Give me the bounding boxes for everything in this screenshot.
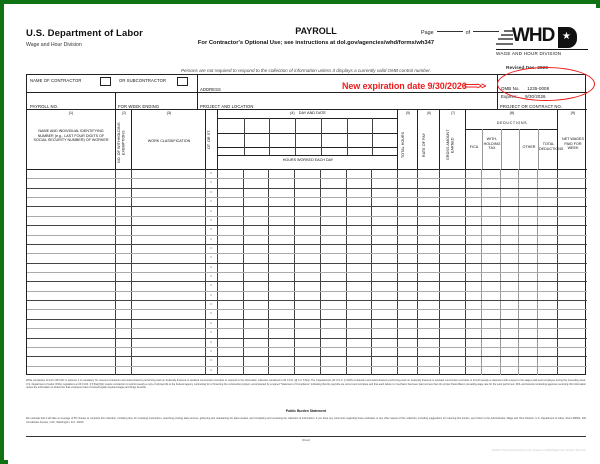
grid-rowline	[27, 253, 587, 254]
label-payroll-no: PAYROLL NO.	[30, 104, 59, 109]
footer-paragraph: While completion of Form WH-347 is optional, it is mandatory for covered contractors and subcontractors performing work on Federally financed or assisted construction contracts to respond to the information collection contained in 29 C.F.R. §§ 3.3, 5.5(a). The Copeland Act (40 U.S.C. § 3145) contractors and subcontractors performing work on Federally financed or assisted construction contracts to furnish weekly a statement with respect to the wages paid each employee during the preceding week. U.S. Department of Labor (DOL) regulations at 29 C.F.R. § 5.5(a)(3)(ii) require contractors to submit weekly a copy of all payrolls to the Federal agency contracting for or financing the construction project, accompanied by a signed "Statement of Compliance" indicating that the payrolls are correct and complete and that each laborer or mechanic has been paid not less than the proper Davis-Bacon prevailing wage rate for the work performed. DOL and federal contracting agencies receiving this information review the information to determine that employees have received legally required wages and fringe benefits.	[26, 379, 586, 390]
row-marker-ot: O	[209, 246, 213, 250]
omb-expires: Expires: 9/30/2026	[501, 94, 546, 99]
row-marker-ot: O	[209, 284, 213, 288]
page-number-field[interactable]	[421, 30, 502, 36]
payroll-entry-grid[interactable]	[27, 169, 587, 375]
whd-logo	[496, 24, 588, 66]
label-project-or-contract-no: PROJECT OR CONTRACT NO.	[500, 104, 563, 109]
rule-under-deductions	[466, 129, 558, 130]
grid-rowline	[27, 291, 587, 292]
footer-divider	[26, 436, 586, 437]
row-marker-st: S	[210, 349, 212, 353]
ded-sep-1	[482, 129, 483, 169]
expiration-annotation: New expiration date 9/30/2026	[342, 81, 467, 91]
col-9-header: (9) NET WAGES PAID FOR WEEK	[557, 109, 587, 169]
form-subtitle: For Contractor's Optional Use; see instructions at dol.gov/agencies/whd/forms/wh347	[197, 40, 435, 46]
footer-credit: 12/2023 TheContractorsGroup.com (based on WHD/Wage Hour Division WH-347)	[491, 449, 586, 452]
grid-rowline	[27, 309, 587, 310]
day-col-sep-4	[321, 118, 322, 155]
row-marker-ot: O	[209, 172, 213, 175]
col-4-header: (4) DAY AND DATE HOURS WORKED EACH DAY	[217, 109, 397, 169]
omb-number: OMB No. 1235-0008	[501, 86, 550, 91]
row-marker-st: S	[210, 312, 212, 316]
agency-title: U.S. Department of Labor	[26, 28, 143, 39]
grid-rowline	[27, 338, 587, 339]
row-marker-ot: O	[209, 265, 213, 269]
divider-project-contract-no	[497, 92, 498, 109]
grid-rowline	[27, 366, 587, 367]
grid-rowline	[27, 272, 587, 273]
grid-rowline	[27, 300, 587, 301]
grid-rowline	[27, 356, 587, 357]
label-address: ADDRESS	[200, 87, 221, 92]
day-col-sep-6	[372, 118, 373, 155]
payroll-table	[26, 74, 586, 375]
grid-rowline	[27, 235, 587, 236]
row-marker-st: S	[210, 293, 212, 297]
of-label: of	[465, 30, 471, 36]
whd-logo-caption: WAGE AND HOUR DIVISION	[496, 51, 562, 56]
paperwork-notice: Persons are not required to respond to the collection of information unless it displays a currently valid OMB control number.	[180, 68, 432, 73]
row-marker-ot: O	[209, 209, 213, 213]
grid-rowline	[27, 206, 587, 207]
flag-stripes-icon	[496, 30, 513, 50]
whd-wordmark: WHD	[512, 25, 555, 46]
grid-rowline	[27, 263, 587, 264]
col-6-header: (6) RATE OF PAY	[417, 109, 439, 169]
rule-day-row-mid	[218, 133, 398, 134]
checkbox-contractor[interactable]	[100, 77, 111, 86]
col-2-header: (2) NO. OF WITHHOLDING EXEMPTIONS	[115, 109, 131, 169]
row-marker-st: S	[210, 256, 212, 260]
divider-address	[197, 75, 198, 92]
row-marker-ot: O	[209, 228, 213, 232]
logo-divider	[496, 49, 588, 50]
day-col-sep-1	[244, 118, 245, 155]
annotation-ellipse	[497, 67, 595, 101]
row-marker-st: S	[210, 218, 212, 222]
label-name-of-contractor: NAME OF CONTRACTOR	[30, 78, 82, 83]
form-sheet	[8, 8, 600, 464]
grid-rowline	[27, 197, 587, 198]
division-subtitle: Wage and Hour Division	[26, 42, 82, 48]
col-7-header: (7) GROSS AMOUNT EARNED	[439, 109, 465, 169]
divider-project-location	[197, 92, 198, 109]
grid-rowline	[27, 188, 587, 189]
grid-rowline	[27, 328, 587, 329]
rule-day-row-bottom	[218, 147, 398, 148]
label-or-subcontractor: OR SUBCONTRACTOR	[119, 78, 167, 83]
day-col-sep-2	[269, 118, 270, 155]
grid-rowline	[27, 347, 587, 348]
row-marker-ot: O	[209, 190, 213, 194]
row-marker-st: S	[210, 368, 212, 372]
row-marker-st: S	[210, 275, 212, 278]
ded-sep-3	[519, 129, 520, 169]
row-marker-ot: O	[209, 359, 213, 363]
label-project-and-location: PROJECT AND LOCATION	[200, 104, 254, 109]
ded-sep-4	[538, 129, 539, 169]
col-3-header: (3) WORK CLASSIFICATION	[131, 109, 205, 169]
divider-week-ending	[115, 92, 116, 109]
form-title: PAYROLL	[295, 26, 337, 36]
grid-rowline	[27, 225, 587, 226]
annotation-arrow: ===>>	[464, 81, 486, 91]
row-marker-ot: O	[209, 340, 213, 344]
public-burden-text: We estimate that it will take an average of 55 minutes to complete this collection, including time for reviewing instructions, searching existing data sources, gathering and maintaining the data needed, and completing and reviewing the collection of information. If you have any comments regarding these estimates or any other aspect of this collection, including suggestions for reducing this burden, send them to the Administrator, Wage and Hour Division, U.S. Department of Labor, Room B3502, 200 Constitution Avenue, N.W., Washington, D.C. 20210	[26, 417, 586, 424]
day-col-sep-3	[295, 118, 296, 155]
row-marker-st: S	[210, 181, 212, 185]
row-marker-st: S	[210, 237, 212, 241]
grid-rowline	[27, 178, 587, 179]
grid-rowline	[27, 216, 587, 217]
label-for-week-ending: FOR WEEK ENDING	[118, 104, 160, 109]
col-1-header: (1) NAME AND INDIVIDUAL IDENTIFYING NUMBER (e.g., LAST FOUR DIGITS OF SOCIAL SECURITY NUMBER) OF WORKER	[33, 111, 109, 143]
checkbox-subcontractor[interactable]	[177, 77, 188, 86]
grid-rowline	[27, 319, 587, 320]
col-deductions-header: (8) DEDUCTIONS FICA WITH- HOLDING TAX OTHER TOTAL DEDUCTIONS	[465, 109, 557, 169]
row-marker-ot: O	[209, 321, 213, 325]
public-burden-heading: Public Burden Statement	[285, 409, 327, 413]
rule-hours-label-top	[218, 155, 398, 156]
star-icon: ★	[562, 31, 571, 42]
row-marker-st: S	[210, 200, 212, 204]
grid-rowline	[27, 281, 587, 282]
row-marker-st: S	[210, 331, 212, 335]
grid-rowline	[27, 244, 587, 245]
revised-date: Revised Dec. 2023	[506, 66, 548, 71]
page-label: Page	[421, 30, 434, 36]
day-col-sep-5	[347, 118, 348, 155]
form-header	[26, 22, 586, 68]
row-marker-ot: O	[209, 303, 213, 307]
col-ot-st-header: OT. OR ST.	[205, 109, 217, 169]
over-indicator: (Over)	[301, 438, 311, 442]
col-5-header: (5) TOTAL HOURS	[397, 109, 417, 169]
ded-sep-2	[501, 129, 502, 169]
rule-day-row-top	[218, 118, 398, 119]
